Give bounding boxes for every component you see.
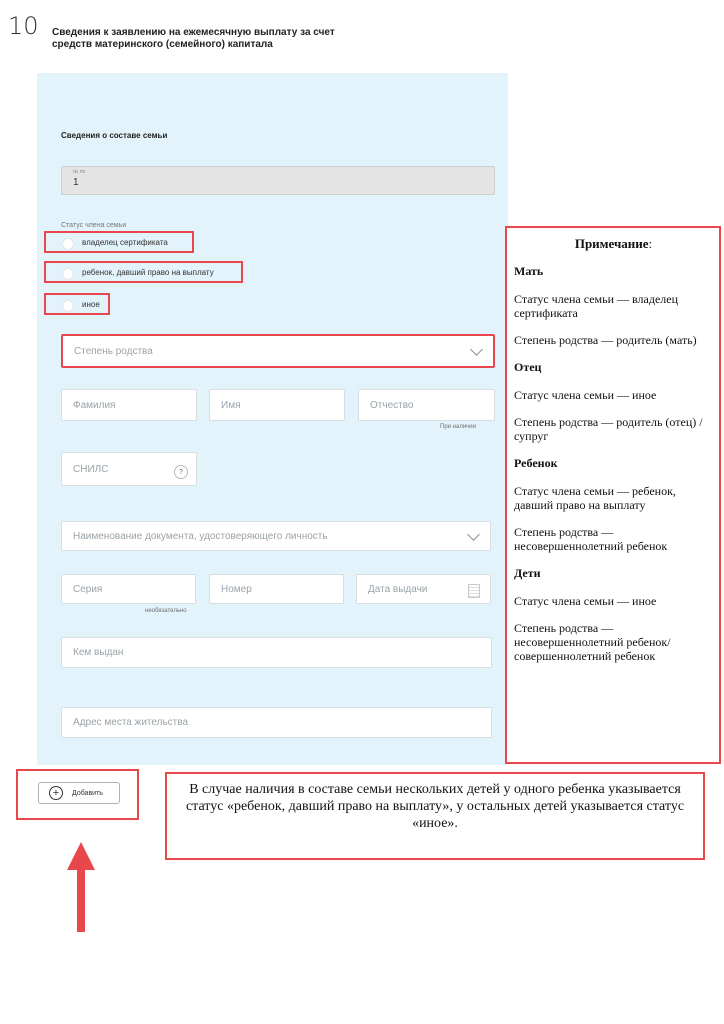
- first-name-input[interactable]: [209, 389, 345, 421]
- radio-other[interactable]: [44, 293, 110, 315]
- radio-label: владелец сертификата: [82, 237, 168, 247]
- note-title: Примечание: [574, 236, 649, 251]
- last-name-input[interactable]: [61, 389, 197, 421]
- note-line: Степень родства — несовершеннолетний ребенок/ совершеннолетний ребенок: [514, 621, 671, 663]
- note-heading: Отец: [514, 360, 542, 374]
- number-field-value: 1: [73, 177, 79, 188]
- chevron-down-icon: [467, 528, 480, 541]
- number-field: [61, 166, 495, 195]
- note-line: Статус члена семьи — ребенок, давший право на выплату: [514, 484, 676, 512]
- id-document-select[interactable]: [61, 521, 491, 551]
- snils-placeholder: СНИЛС: [73, 463, 109, 475]
- note-line: Степень родства — несовершеннолетний ребенок: [514, 525, 668, 553]
- patronymic-placeholder: Отчество: [370, 399, 414, 411]
- note-title-colon: :: [648, 236, 653, 251]
- note-line: Степень родства — родитель (отец) / супруг: [514, 415, 703, 443]
- radio-button[interactable]: [62, 238, 74, 250]
- note-heading: Мать: [514, 264, 544, 278]
- section-title: Сведения о составе семьи: [61, 131, 168, 140]
- doc-number-placeholder: Номер: [221, 583, 252, 595]
- radio-child[interactable]: [44, 261, 243, 283]
- address-input[interactable]: [61, 707, 492, 738]
- page-title: Сведения к заявлению на ежемесячную выплату за счет средств материнского (семейного) капитала: [52, 27, 335, 50]
- multiple-children-note: В случае наличия в составе семьи нескольких детей у одного ребенка указывается статус «ребенок, давший право на выплату», у остальных детей указывается статус «иное».: [165, 772, 705, 860]
- add-button[interactable]: [38, 782, 120, 804]
- help-icon[interactable]: ?: [174, 465, 188, 479]
- note-line: Степень родства — родитель (мать): [514, 333, 697, 347]
- plus-circle-icon: +: [49, 786, 63, 800]
- calendar-icon[interactable]: [468, 584, 480, 598]
- issued-by-input[interactable]: [61, 637, 492, 668]
- doc-number-input[interactable]: [209, 574, 344, 604]
- note-line: Статус члена семьи — иное: [514, 388, 657, 402]
- radio-label: ребенок, давший право на выплату: [82, 267, 214, 277]
- id-document-placeholder: Наименование документа, удостоверяющего личность: [73, 530, 328, 542]
- series-hint: необязательно: [145, 608, 187, 614]
- note-line: Статус члена семьи — владелец сертификата: [514, 292, 679, 320]
- radio-button[interactable]: [62, 268, 74, 280]
- relationship-placeholder: Степень родства: [74, 345, 153, 357]
- radio-button[interactable]: [62, 300, 74, 312]
- issue-date-placeholder: Дата выдачи: [368, 583, 428, 595]
- address-placeholder: Адрес места жительства: [73, 717, 189, 728]
- chevron-down-icon: [470, 343, 483, 356]
- patronymic-hint: При наличии: [440, 424, 476, 430]
- series-input[interactable]: [61, 574, 196, 604]
- status-label: Статус члена семьи: [61, 222, 127, 229]
- issue-date-input[interactable]: [356, 574, 491, 604]
- radio-label: иное: [82, 299, 100, 309]
- note-box: [505, 226, 721, 764]
- snils-input[interactable]: [61, 452, 197, 486]
- arrow-shaft: [77, 866, 85, 932]
- number-field-label: № пп: [73, 169, 86, 175]
- add-button-label: Добавить: [72, 789, 103, 797]
- patronymic-input[interactable]: [358, 389, 495, 421]
- note-line: Статус члена семьи — иное: [514, 594, 657, 608]
- step-number: 10: [8, 12, 39, 40]
- series-placeholder: Серия: [73, 583, 103, 595]
- issued-by-placeholder: Кем выдан: [73, 647, 124, 658]
- note-title-line: [514, 236, 713, 252]
- note-heading: Дети: [514, 566, 541, 580]
- last-name-placeholder: Фамилия: [73, 399, 116, 411]
- radio-owner[interactable]: [44, 231, 194, 253]
- note-heading: Ребенок: [514, 456, 558, 470]
- relationship-select[interactable]: [61, 334, 495, 368]
- first-name-placeholder: Имя: [221, 399, 241, 411]
